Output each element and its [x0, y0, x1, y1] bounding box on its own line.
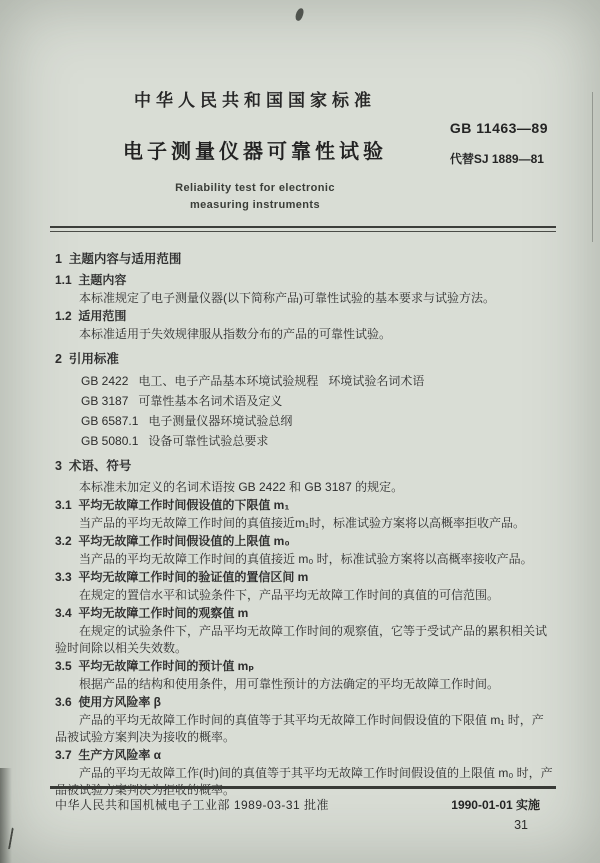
english-title-line2: measuring instruments	[189, 199, 321, 211]
english-title	[55, 180, 455, 214]
reference-item: GB 2422 电工、电子产品基本环境试验规程 环境试验名词术语	[81, 374, 425, 388]
paragraph: 当产品的平均无故障工作时间的真值接近m₁时，标准试验方案将以高概率拒收产品。	[79, 516, 526, 530]
scan-speck	[295, 7, 305, 21]
paragraph: 产品的平均无故障工作(时)间的真值等于其平均无故障工作时间假设值的上限值 m₀ 时，产品被试验方案判决为拒收的概率。	[55, 766, 553, 797]
subsection-heading: 3.6 使用方风险率 β	[55, 695, 162, 709]
page-number: 31	[514, 818, 528, 832]
paragraph: 本标准规定了电子测量仪器(以下简称产品)可靠性试验的基本要求与试验方法。	[79, 291, 495, 305]
reference-item: GB 3187 可靠性基本名词术语及定义	[81, 394, 283, 408]
subsection-heading: 3.1 平均无故障工作时间假设值的下限值 m₁	[55, 498, 290, 512]
standard-name: 中华人民共和国国家标准	[134, 91, 376, 110]
paragraph: 本标准未加定义的名词术语按 GB 2422 和 GB 3187 的规定。	[79, 480, 404, 494]
implementation-text: 1990-01-01 实施	[451, 798, 540, 812]
standard-number-block	[450, 120, 548, 167]
subsection-heading: 3.7 生产方风险率 α	[55, 748, 162, 762]
subsection-heading: 1.1 主题内容	[55, 273, 127, 287]
document-footer	[55, 796, 540, 813]
document-body	[55, 243, 554, 800]
header-rule	[50, 226, 556, 232]
footer-rule	[50, 786, 556, 789]
paragraph: 根据产品的结构和使用条件，用可靠性预计的方法确定的平均无故障工作时间。	[79, 677, 500, 691]
subsection-heading: 3.2 平均无故障工作时间假设值的上限值 m₀	[55, 534, 290, 548]
subsection-heading: 3.5 平均无故障工作时间的预计值 mₚ	[55, 659, 255, 673]
paragraph: 在规定的试验条件下，产品平均无故障工作时间的观察值，它等于受试产品的累积相关试验时间除以相关失效数。	[55, 624, 548, 655]
standard-number: GB 11463—89	[449, 120, 548, 136]
paragraph: 产品的平均无故障工作时间的真值等于其平均无故障工作时间假设值的下限值 m₁ 时，产品被试验方案判决为接收的概率。	[55, 713, 544, 744]
section-heading: 1 主题内容与适用范围	[55, 252, 182, 266]
document-title: 电子测量仪器可靠性试验	[123, 141, 387, 163]
english-title-line1: Reliability test for electronic	[175, 182, 335, 194]
reference-item: GB 6587.1 电子测量仪器环境试验总纲	[81, 414, 293, 428]
document-header	[55, 86, 455, 214]
subsection-heading: 1.2 适用范围	[55, 309, 127, 323]
section-heading: 2 引用标准	[55, 352, 119, 366]
subsection-heading: 3.4 平均无故障工作时间的观察值 m	[55, 606, 249, 620]
section-heading: 3 术语、符号	[55, 459, 132, 473]
approval-text: 中华人民共和国机械电子工业部 1989-03-31 批准	[55, 798, 330, 812]
paragraph: 在规定的置信水平和试验条件下，产品平均无故障工作时间的真值的可信范围。	[79, 588, 500, 602]
paragraph: 当产品的平均无故障工作时间的真值接近 m₀ 时，标准试验方案将以高概率接收产品。	[79, 552, 533, 566]
reference-item: GB 5080.1 设备可靠性试验总要求	[81, 434, 269, 448]
replaces-label: 代替SJ 1889—81	[449, 152, 544, 166]
paragraph: 本标准适用于失效规律服从指数分布的产品的可靠性试验。	[79, 327, 392, 341]
scan-edge-line	[592, 92, 593, 242]
subsection-heading: 3.3 平均无故障工作时间的验证值的置信区间 m	[55, 570, 309, 584]
